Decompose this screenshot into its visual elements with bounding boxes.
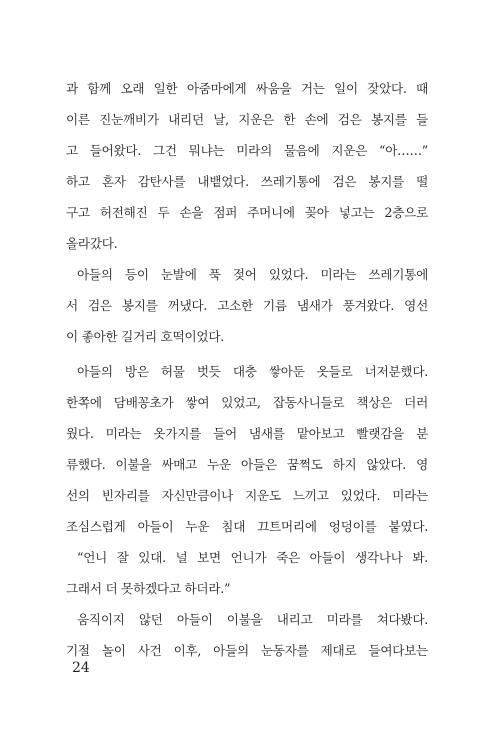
text-line: 그래서 더 못하겠다고 하더라.” <box>66 581 231 596</box>
paragraph <box>66 604 428 666</box>
text-line: 조심스럽게 아들이 누운 침대 끄트머리에 엉덩이를 붙였다. <box>66 519 428 534</box>
text-line: 기절 놀이 사건 이후, 아들의 눈동자를 제대로 들여다보는 <box>66 643 428 658</box>
paragraph <box>66 73 428 259</box>
text-line: 구고 허전해진 두 손을 점퍼 주머니에 꽂아 넣고는 2층으로 <box>66 205 428 220</box>
text-line: 올라갔다. <box>66 236 118 251</box>
text-line: 움직이지 않던 아들이 이불을 내리고 미라를 쳐다봤다. <box>77 612 428 627</box>
text-section-top <box>66 73 428 352</box>
page-number: 24 <box>72 660 90 676</box>
text-line: 이 좋아한 길거리 호떡이었다. <box>66 329 224 344</box>
paragraph <box>66 356 428 542</box>
text-line: 웠다. 미라는 옷가지를 들어 냄새를 맡아보고 빨랫감을 분 <box>66 426 428 441</box>
paragraph <box>66 259 428 352</box>
text-section-bottom <box>66 356 428 666</box>
text-line: 선의 빈자리를 자신만큼이나 지운도 느끼고 있었다. 미라는 <box>66 488 428 503</box>
text-line: 고 들어왔다. 그건 뭐냐는 미라의 물음에 지운은 “아……” <box>66 143 428 158</box>
text-line: 서 검은 봉지를 꺼냈다. 고소한 기름 냄새가 풍겨왔다. 영선 <box>66 298 428 313</box>
text-line: 한쪽에 담배꽁초가 쌓여 있었고, 잡동사니들로 책상은 더러 <box>66 395 428 410</box>
text-line: 류했다. 이불을 싸매고 누운 아들은 꿈쩍도 하지 않았다. 영 <box>66 457 428 472</box>
text-line: “언니 잘 있대. 널 보면 언니가 죽은 아들이 생각나나 봐. <box>77 550 428 565</box>
text-line: 아들의 등이 눈발에 푹 젖어 있었다. 미라는 쓰레기통에 <box>77 267 428 282</box>
text-line: 이른 진눈깨비가 내리던 날, 지운은 한 손에 검은 봉지를 들 <box>66 112 428 127</box>
text-line: 과 함께 오래 일한 아줌마에게 싸움을 거는 일이 잦았다. 때 <box>66 81 428 96</box>
paragraph <box>66 542 428 604</box>
text-line: 하고 혼자 감탄사를 내뱉었다. 쓰레기통에 검은 봉지를 떨 <box>66 174 428 189</box>
text-line: 아들의 방은 허물 벗듯 대충 쌓아둔 옷들로 너저분했다. <box>77 364 428 379</box>
